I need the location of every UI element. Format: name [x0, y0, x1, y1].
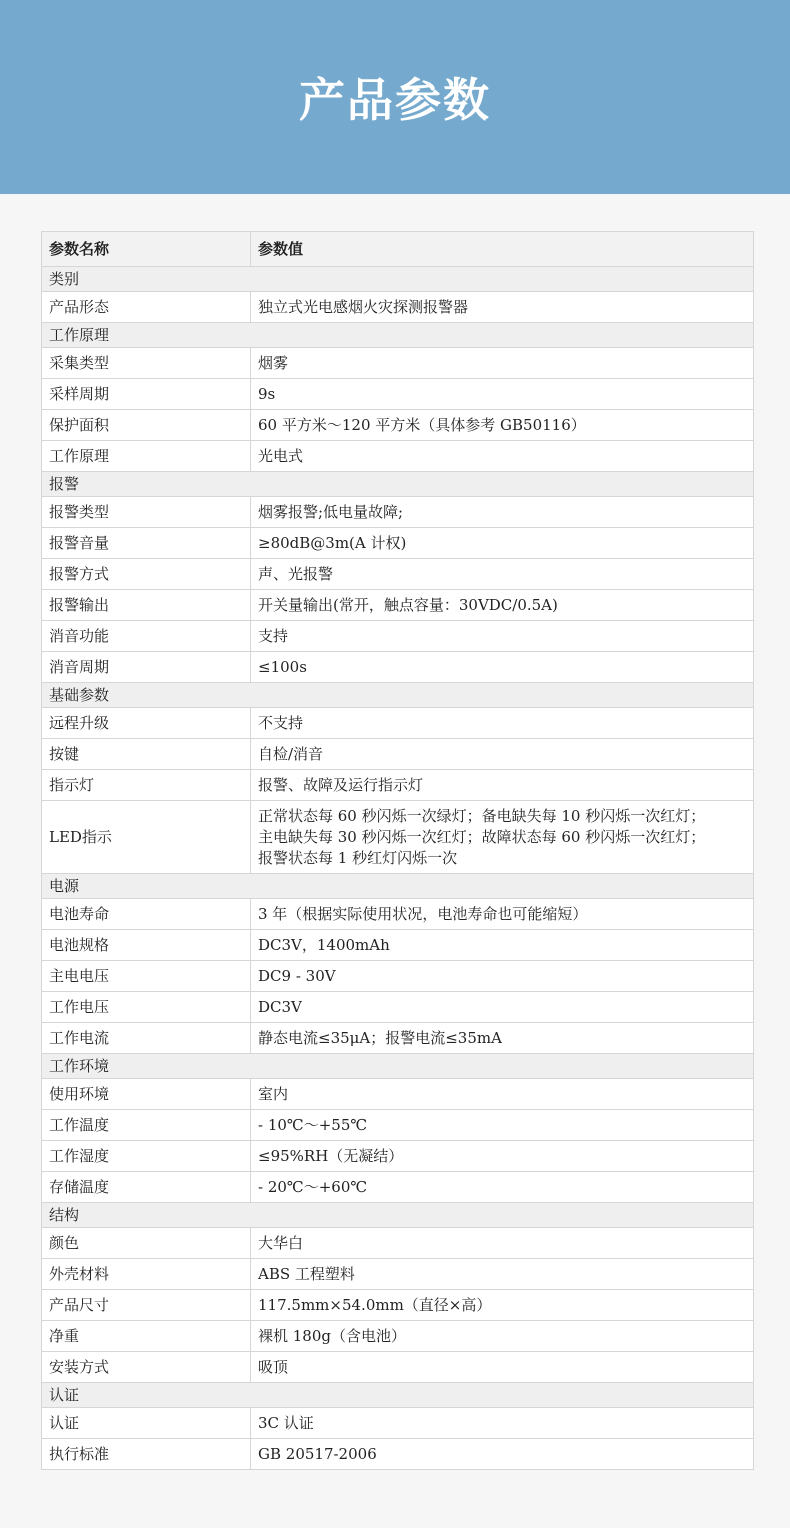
param-value-line: 主电缺失每 30 秒闪烁一次红灯；故障状态每 60 秒闪烁一次红灯； — [258, 827, 706, 846]
table-row — [42, 930, 754, 961]
param-value: ≥80dB@3m(A 计权) — [251, 528, 754, 559]
param-value: 烟雾 — [251, 348, 754, 379]
param-name: 认证 — [42, 1408, 251, 1439]
table-row — [42, 801, 754, 874]
group-row — [42, 683, 754, 708]
param-name: 远程升级 — [42, 708, 251, 739]
table-row — [42, 410, 754, 441]
group-label: 结构 — [42, 1203, 754, 1228]
table-row — [42, 652, 754, 683]
table-row — [42, 1321, 754, 1352]
table-row — [42, 708, 754, 739]
param-name: 报警音量 — [42, 528, 251, 559]
param-value: 烟雾报警;低电量故障; — [251, 497, 754, 528]
param-name: 消音功能 — [42, 621, 251, 652]
param-value: DC3V，1400mAh — [251, 930, 754, 961]
table-row — [42, 497, 754, 528]
param-value: 大华白 — [251, 1228, 754, 1259]
table-row — [42, 528, 754, 559]
table-row — [42, 621, 754, 652]
table-row — [42, 1439, 754, 1470]
param-name: 报警输出 — [42, 590, 251, 621]
group-row — [42, 1054, 754, 1079]
param-value: ABS 工程塑料 — [251, 1259, 754, 1290]
param-name: 安装方式 — [42, 1352, 251, 1383]
group-label: 工作原理 — [42, 323, 754, 348]
table-row — [42, 1172, 754, 1203]
param-value: 室内 — [251, 1079, 754, 1110]
table-row — [42, 590, 754, 621]
param-name: 颜色 — [42, 1228, 251, 1259]
group-row — [42, 874, 754, 899]
param-value — [251, 801, 754, 874]
group-row — [42, 1203, 754, 1228]
group-label: 电源 — [42, 874, 754, 899]
group-label: 工作环境 — [42, 1054, 754, 1079]
param-value-lines — [258, 806, 746, 869]
group-row — [42, 472, 754, 497]
param-name: 报警方式 — [42, 559, 251, 590]
spec-table-container — [41, 231, 753, 1470]
group-label: 报警 — [42, 472, 754, 497]
column-header-value: 参数值 — [251, 232, 754, 267]
table-row — [42, 1079, 754, 1110]
param-name: 工作原理 — [42, 441, 251, 472]
param-name: 保护面积 — [42, 410, 251, 441]
table-row — [42, 770, 754, 801]
table-row — [42, 1352, 754, 1383]
table-row — [42, 961, 754, 992]
param-value: 9s — [251, 379, 754, 410]
param-name: 外壳材料 — [42, 1259, 251, 1290]
param-name: 工作湿度 — [42, 1141, 251, 1172]
param-name: 主电电压 — [42, 961, 251, 992]
param-value: 开关量输出(常开，触点容量：30VDC/0.5A) — [251, 590, 754, 621]
header-banner — [0, 0, 790, 194]
param-value: ≤95%RH（无凝结） — [251, 1141, 754, 1172]
param-name: 指示灯 — [42, 770, 251, 801]
param-value: - 20℃～+60℃ — [251, 1172, 754, 1203]
param-name: 采集类型 — [42, 348, 251, 379]
column-header-name: 参数名称 — [42, 232, 251, 267]
table-row — [42, 992, 754, 1023]
table-row — [42, 1290, 754, 1321]
param-value: 吸顶 — [251, 1352, 754, 1383]
table-row — [42, 899, 754, 930]
param-value: DC9 - 30V — [251, 961, 754, 992]
param-value: 3C 认证 — [251, 1408, 754, 1439]
table-row — [42, 1023, 754, 1054]
group-row — [42, 267, 754, 292]
param-name: 报警类型 — [42, 497, 251, 528]
param-name: 按键 — [42, 739, 251, 770]
param-name: 电池规格 — [42, 930, 251, 961]
param-value: 声、光报警 — [251, 559, 754, 590]
param-value: 3 年（根据实际使用状况，电池寿命也可能缩短） — [251, 899, 754, 930]
param-value: DC3V — [251, 992, 754, 1023]
param-value: 裸机 180g（含电池） — [251, 1321, 754, 1352]
param-name: 产品尺寸 — [42, 1290, 251, 1321]
param-value: - 10℃～+55℃ — [251, 1110, 754, 1141]
param-name: LED指示 — [42, 801, 251, 874]
table-row — [42, 1110, 754, 1141]
table-row — [42, 1228, 754, 1259]
param-name: 电池寿命 — [42, 899, 251, 930]
param-value-line: 正常状态每 60 秒闪烁一次绿灯；备电缺失每 10 秒闪烁一次红灯； — [258, 806, 706, 825]
table-row — [42, 1408, 754, 1439]
param-value: ≤100s — [251, 652, 754, 683]
group-label: 基础参数 — [42, 683, 754, 708]
param-name: 采样周期 — [42, 379, 251, 410]
page-title: 产品参数 — [299, 73, 491, 127]
param-value: 独立式光电感烟火灾探测报警器 — [251, 292, 754, 323]
table-row — [42, 379, 754, 410]
param-value: GB 20517-2006 — [251, 1439, 754, 1470]
table-row — [42, 1259, 754, 1290]
group-row — [42, 1383, 754, 1408]
table-header-row — [42, 232, 754, 267]
param-name: 执行标准 — [42, 1439, 251, 1470]
param-value-line: 报警状态每 1 秒红灯闪烁一次 — [258, 848, 458, 867]
param-value: 静态电流≤35μA；报警电流≤35mA — [251, 1023, 754, 1054]
param-value: 不支持 — [251, 708, 754, 739]
spec-table — [41, 231, 754, 1470]
param-name: 产品形态 — [42, 292, 251, 323]
param-name: 存储温度 — [42, 1172, 251, 1203]
group-label: 认证 — [42, 1383, 754, 1408]
param-name: 使用环境 — [42, 1079, 251, 1110]
group-row — [42, 323, 754, 348]
param-value: 自检/消音 — [251, 739, 754, 770]
table-body — [42, 267, 754, 1470]
table-row — [42, 441, 754, 472]
param-value: 60 平方米～120 平方米（具体参考 GB50116） — [251, 410, 754, 441]
table-row — [42, 292, 754, 323]
param-name: 工作温度 — [42, 1110, 251, 1141]
group-label: 类别 — [42, 267, 754, 292]
param-value: 117.5mm×54.0mm（直径×高） — [251, 1290, 754, 1321]
param-name: 消音周期 — [42, 652, 251, 683]
param-value: 光电式 — [251, 441, 754, 472]
table-row — [42, 559, 754, 590]
table-row — [42, 1141, 754, 1172]
param-name: 工作电压 — [42, 992, 251, 1023]
table-row — [42, 739, 754, 770]
param-value: 报警、故障及运行指示灯 — [251, 770, 754, 801]
param-name: 净重 — [42, 1321, 251, 1352]
param-value: 支持 — [251, 621, 754, 652]
param-name: 工作电流 — [42, 1023, 251, 1054]
table-row — [42, 348, 754, 379]
